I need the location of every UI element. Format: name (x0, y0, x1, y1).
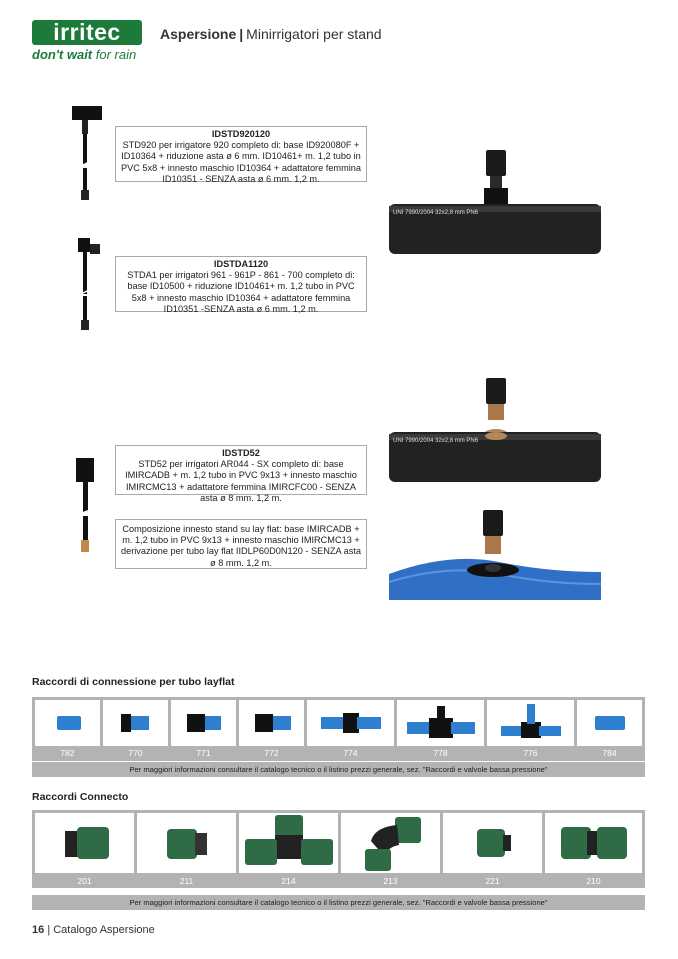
pipe-connector-photo-1 (389, 142, 601, 256)
layflat-item-label: 782 (60, 748, 75, 758)
fitting-774-icon (307, 700, 394, 746)
connecto-item-label: 213 (383, 876, 398, 886)
page-number: 16 (32, 924, 45, 936)
pipe-print: UNI 7990/2004 32x2,8 mm PN6 (393, 438, 479, 444)
layflat-item-cell (397, 700, 484, 746)
layflat-item-label: 772 (264, 748, 279, 758)
fitting-221-icon (443, 813, 542, 873)
fitting-201-icon (35, 813, 134, 873)
product-box-idstd920120 (115, 126, 367, 182)
connecto-strip (32, 810, 645, 888)
product-description: STDA1 per irrigatori 961 - 961P - 861 - 700 completo di: base ID10500 + riduzione ID10461+ m. 1,2 tubo in PVC 5x8 + innesto maschio ID10364 + adattatore femmina ID10351 -SENZA asta ø 6 mm. 1,2 m. (127, 270, 355, 314)
fitting-784-icon (577, 700, 642, 746)
connecto-section-title: Raccordi Connecto (32, 791, 129, 803)
product-description: STD52 per irrigatori AR044 - SX completo di: base IMIRCADB + m. 1,2 tubo in PVC 9x13 + innesto maschio IMIRCMC13 + adattatore femmina IMIRCFC00 - SENZA asta ø 8 mm. 1,2 m. (125, 459, 357, 503)
layflat-item-label: 774 (343, 748, 358, 758)
fitting-772-icon (239, 700, 304, 746)
fitting-770-icon (103, 700, 168, 746)
pipe-connector-photo-2 (389, 374, 601, 484)
page-title (160, 26, 382, 42)
product-description: STD920 per irrigatore 920 completo di: base ID920080F + ID10364 + riduzione asta ø 6 mm. ID10461+ m. 1,2 tubo in PVC 5x8 + innesto maschio ID10364 + adattatore femmina ID10351 - SENZA asta ø 6 mm. 1,2 m. (120, 140, 362, 184)
connecto-item-label: 201 (77, 876, 92, 886)
layflat-item-cell (577, 700, 642, 746)
footer-label: Catalogo Aspersione (53, 924, 155, 936)
connecto-item-cell (341, 813, 440, 873)
layflat-connector-photo (389, 502, 601, 602)
layflat-item-cell (35, 700, 100, 746)
layflat-strip (32, 697, 645, 761)
layflat-item-label: 784 (602, 748, 617, 758)
connecto-item-label: 211 (179, 876, 194, 886)
connecto-note: Per maggiori informazioni consultare il catalogo tecnico o il listino prezzi generale, sez. "Raccordi e valvole bassa pressione" (32, 895, 645, 910)
layflat-item-cell (487, 700, 574, 746)
brand-logo (32, 20, 144, 64)
connecto-item-cell (443, 813, 542, 873)
layflat-item-cell (307, 700, 394, 746)
connecto-item-cell (137, 813, 236, 873)
connecto-item-cell (35, 813, 134, 873)
stand-std52-illustration (66, 456, 106, 556)
layflat-item-cell (103, 700, 168, 746)
product-description: Composizione innesto stand su lay flat: base IMIRCADB + m. 1,2 tubo in PVC 9x13 + innesto maschio IMIRCMC13 + derivazione per tubo lay flat IIDLP60D0N120 - SENZA asta ø 8 mm. 1,2 m. (120, 524, 362, 568)
layflat-item-label: 770 (128, 748, 143, 758)
page-footer (32, 924, 155, 936)
product-box-idstd52 (115, 445, 367, 503)
product-code: IDSTDA1120 (213, 259, 269, 269)
connecto-item-label: 214 (281, 876, 296, 886)
layflat-item-label: 771 (196, 748, 211, 758)
layflat-item-cell (239, 700, 304, 746)
fitting-776-icon (487, 700, 574, 746)
tagline-rest: for rain (92, 47, 137, 62)
connecto-item-label: 221 (485, 876, 500, 886)
pipe-print: UNI 7990/2004 32x2,8 mm PN6 (393, 210, 479, 216)
section-title: Aspersione (160, 26, 237, 42)
fitting-771-icon (171, 700, 236, 746)
product-box-layflat-composition (115, 519, 367, 569)
tagline-bold: don't wait (32, 47, 93, 62)
layflat-item-label: 776 (523, 748, 538, 758)
product-box-idstda1120 (115, 256, 367, 312)
layflat-item-cell (171, 700, 236, 746)
stand-std920-illustration (68, 104, 108, 204)
logo-wordmark: irritec (32, 20, 142, 45)
fitting-211-icon (137, 813, 236, 873)
title-separator: | (239, 26, 244, 42)
section-subtitle: Minirrigatori per stand (246, 26, 382, 42)
layflat-item-label: 778 (433, 748, 448, 758)
product-code: IDSTD920120 (211, 129, 271, 139)
logo-tagline (32, 47, 162, 62)
connecto-item-label: 210 (586, 876, 601, 886)
connecto-item-cell (239, 813, 338, 873)
product-code: IDSTD52 (222, 448, 260, 458)
footer-separator: | (47, 924, 51, 936)
fitting-214-icon (239, 813, 338, 873)
connecto-item-cell (545, 813, 642, 873)
fitting-778-icon (397, 700, 484, 746)
stand-stda1-illustration (68, 234, 108, 334)
fitting-782-icon (35, 700, 100, 746)
layflat-section-title: Raccordi di connessione per tubo layflat (32, 676, 235, 688)
fitting-213-icon (341, 813, 440, 873)
fitting-210-icon (545, 813, 642, 873)
layflat-note: Per maggiori informazioni consultare il catalogo tecnico o il listino prezzi generale, sez. "Raccordi e valvole bassa pressione" (32, 762, 645, 777)
